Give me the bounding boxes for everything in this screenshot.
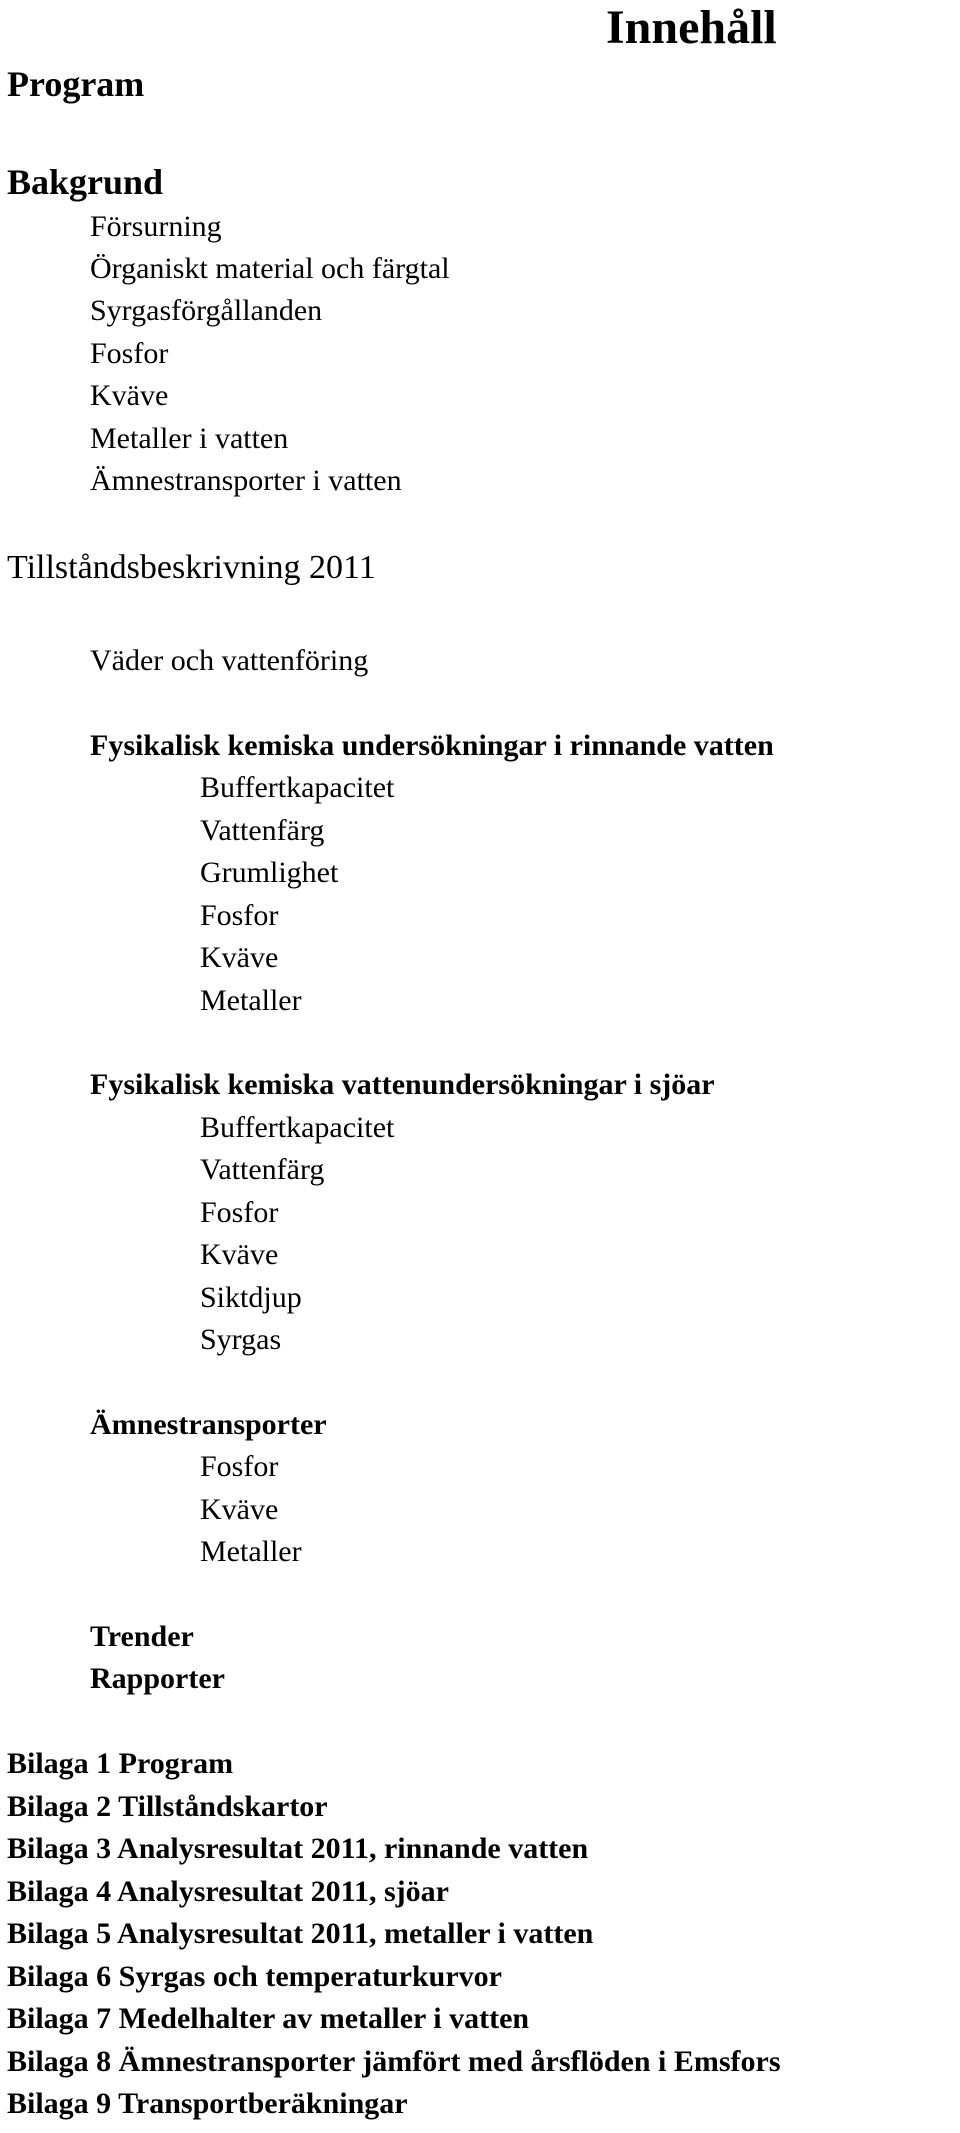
- subsection-rapporter: Rapporter: [90, 1662, 225, 1695]
- appendix-item: Bilaga 8 Ämnestransporter jämfört med årsflöden i Emsfors: [7, 2045, 781, 2078]
- toc-item: Vattenfärg: [200, 1153, 325, 1186]
- toc-item: Siktdjup: [200, 1281, 302, 1314]
- toc-item: Fosfor: [90, 337, 169, 370]
- toc-item: Örganiskt material och färgtal: [90, 252, 450, 285]
- appendix-item: Bilaga 3 Analysresultat 2011, rinnande vatten: [7, 1832, 589, 1865]
- toc-item: Metaller i vatten: [90, 422, 289, 455]
- appendix-item: Bilaga 5 Analysresultat 2011, metaller i vatten: [7, 1917, 594, 1950]
- toc-item: Försurning: [90, 210, 222, 243]
- toc-item: Fosfor: [200, 1196, 279, 1229]
- toc-item: Syrgasförgållanden: [90, 294, 323, 327]
- page-title: Innehåll: [606, 1, 777, 54]
- toc-item: Vattenfärg: [200, 814, 325, 847]
- toc-item: Kväve: [90, 379, 169, 412]
- appendix-item: Bilaga 6 Syrgas och temperaturkurvor: [7, 1960, 502, 1993]
- toc-item: Fosfor: [200, 899, 279, 932]
- toc-item: Syrgas: [200, 1323, 282, 1356]
- toc-item: Kväve: [200, 1493, 279, 1526]
- toc-item: Buffertkapacitet: [200, 1111, 395, 1144]
- toc-item: Kväve: [200, 1238, 279, 1271]
- toc-item: Kväve: [200, 941, 279, 974]
- subsection-trender: Trender: [90, 1620, 194, 1653]
- toc-item: Buffertkapacitet: [200, 771, 395, 804]
- appendix-item: Bilaga 7 Medelhalter av metaller i vatten: [7, 2002, 530, 2035]
- appendix-item: Bilaga 4 Analysresultat 2011, sjöar: [7, 1875, 449, 1908]
- subsection-vader: Väder och vattenföring: [90, 644, 369, 677]
- appendix-item: Bilaga 9 Transportberäkningar: [7, 2087, 408, 2120]
- section-tillstand: Tillståndsbeskrivning 2011: [7, 549, 376, 586]
- toc-item: Metaller: [200, 1535, 302, 1568]
- toc-item: Ämnestransporter i vatten: [90, 464, 402, 497]
- section-program: Program: [7, 64, 145, 104]
- section-bakgrund: Bakgrund: [7, 162, 164, 202]
- toc-item: Metaller: [200, 984, 302, 1017]
- appendix-item: Bilaga 2 Tillståndskartor: [7, 1790, 328, 1823]
- toc-item: Grumlighet: [200, 856, 339, 889]
- subsection-sjoar: Fysikalisk kemiska vattenundersökningar i sjöar: [90, 1068, 715, 1101]
- toc-item: Fosfor: [200, 1450, 279, 1483]
- subsection-amnestransporter: Ämnestransporter: [90, 1408, 327, 1441]
- subsection-rinnande: Fysikalisk kemiska undersökningar i rinnande vatten: [90, 729, 774, 762]
- appendix-item: Bilaga 1 Program: [7, 1747, 234, 1780]
